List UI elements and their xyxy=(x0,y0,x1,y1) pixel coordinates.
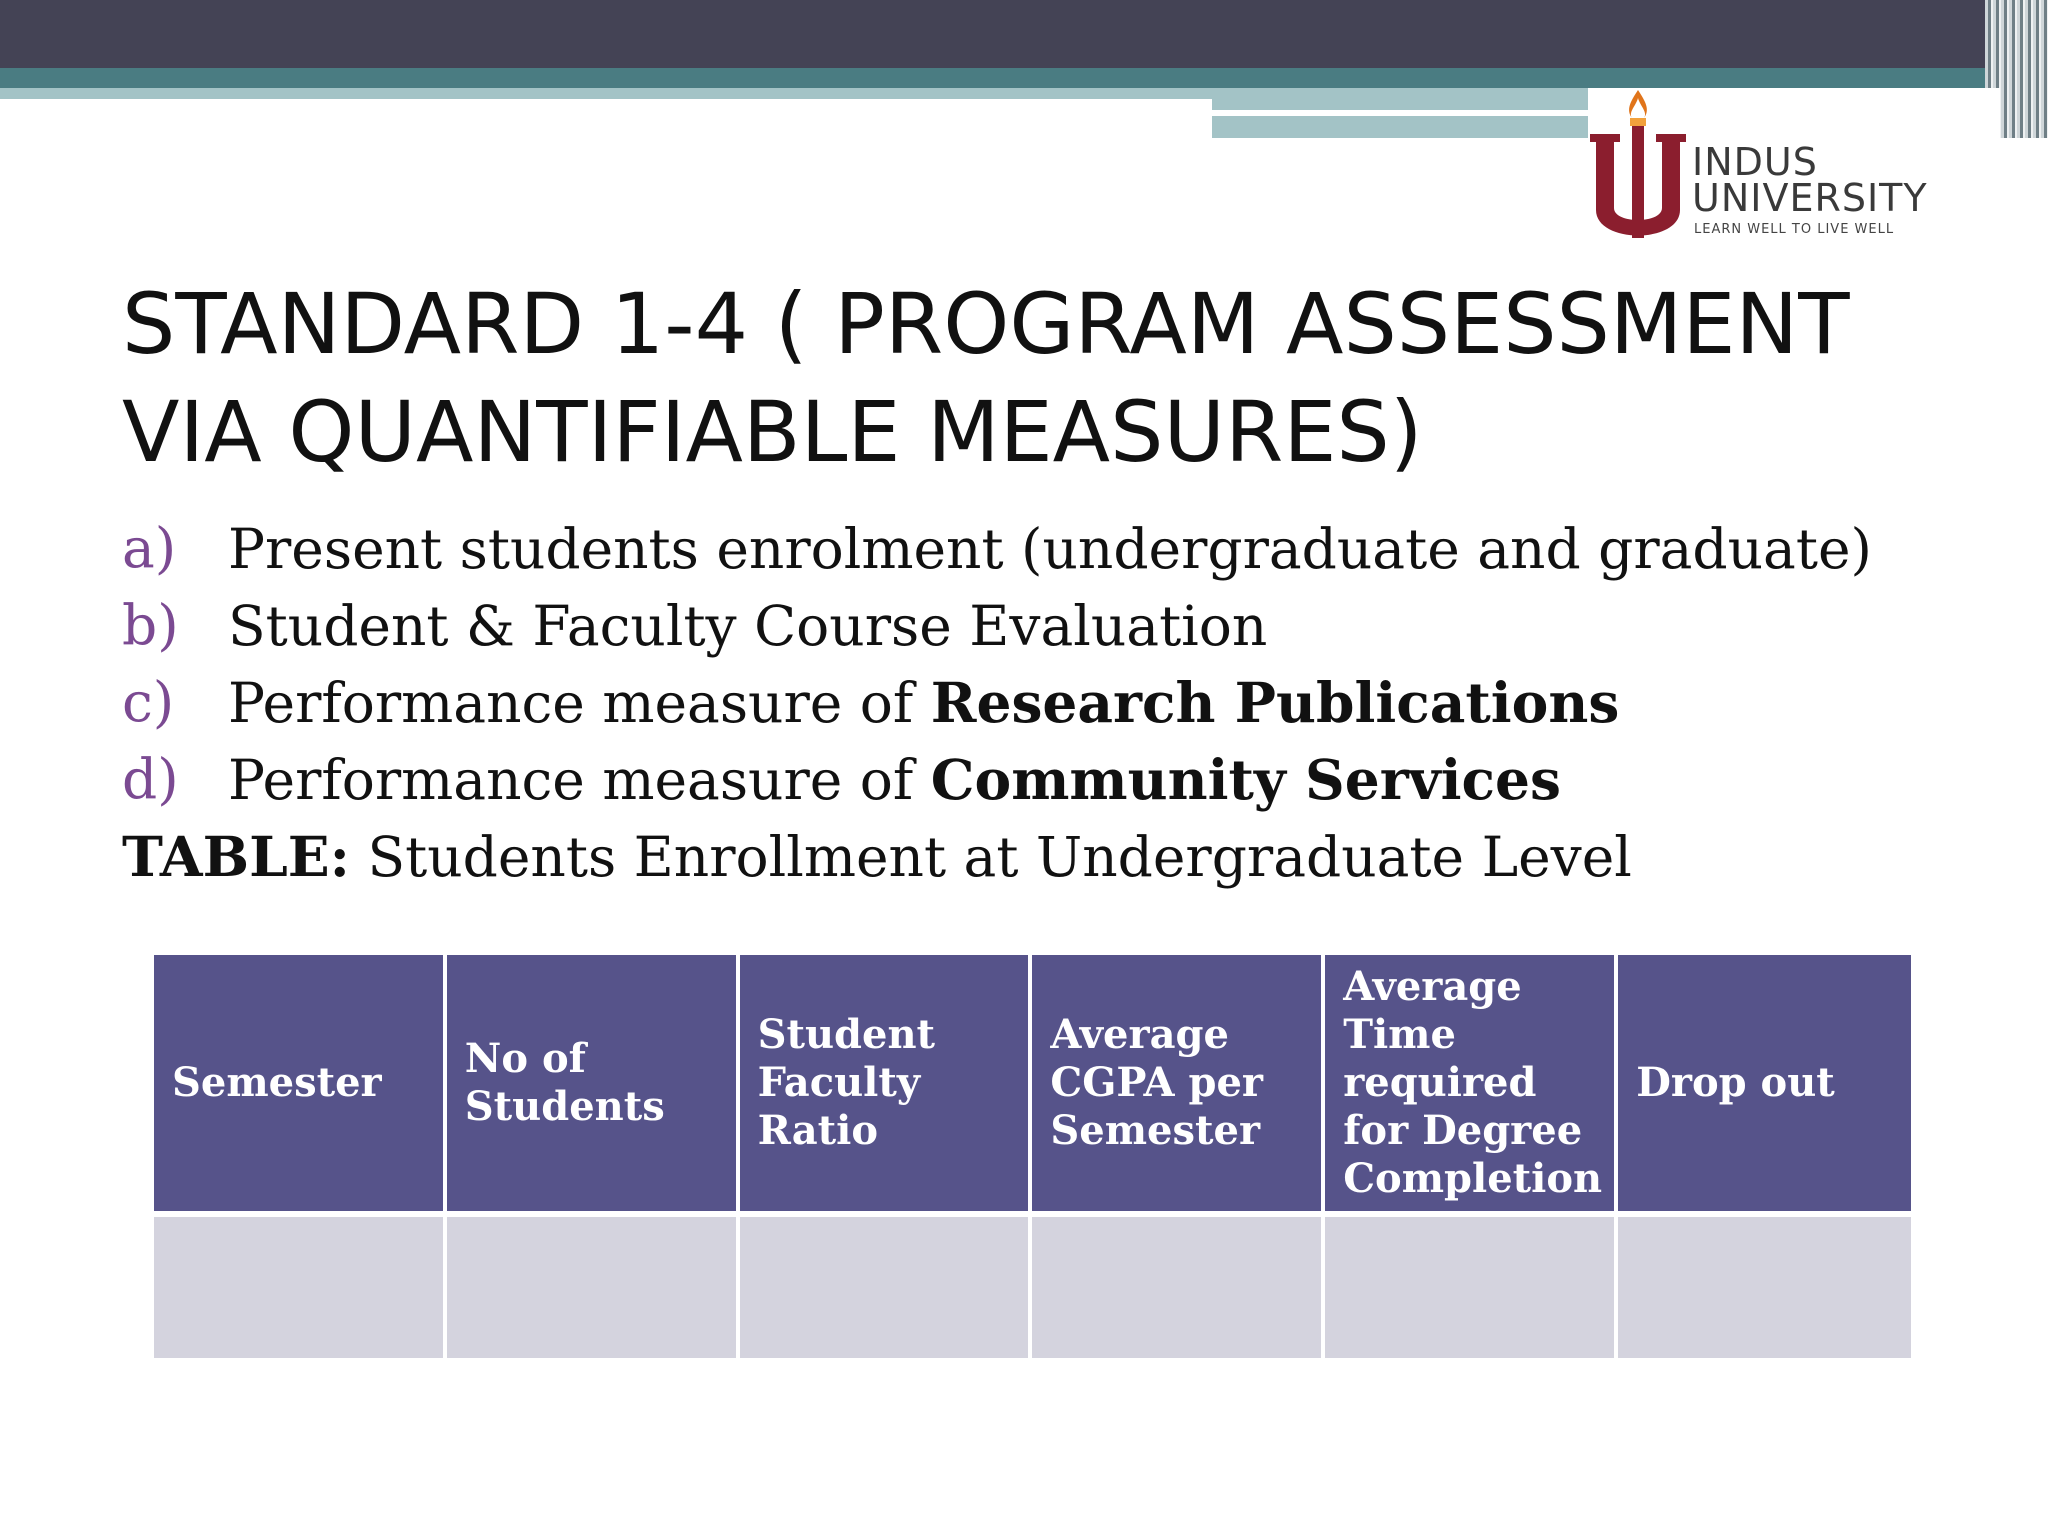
table-caption-text: Students Enrollment at Undergraduate Level xyxy=(349,825,1632,889)
list-item xyxy=(122,741,1942,818)
logo-tagline: LEARN WELL TO LIVE WELL xyxy=(1694,222,1895,237)
list-item-bold: Community Services xyxy=(930,747,1561,812)
list-marker: c) xyxy=(122,670,175,734)
table-cell xyxy=(154,1217,443,1358)
list-item-text: Student & Faculty Course Evaluation xyxy=(228,594,1268,658)
university-logo-icon xyxy=(1588,88,1688,248)
list-marker: b) xyxy=(122,593,179,657)
table-header-row xyxy=(154,955,1911,1211)
table-header-student-faculty-ratio: Student Faculty Ratio xyxy=(740,955,1029,1211)
table-header-no-of-students: No of Students xyxy=(447,955,736,1211)
logo-name-line1: INDUS xyxy=(1692,140,1818,184)
table-cell xyxy=(1325,1217,1614,1358)
list-marker: a) xyxy=(122,516,177,580)
table-caption-label: TABLE: xyxy=(122,824,350,889)
list-item-bold: Research Publications xyxy=(930,670,1620,735)
table-header-drop-out: Drop out xyxy=(1618,955,1911,1211)
university-logo xyxy=(1588,88,2000,248)
slide-title: STANDARD 1-4 ( PROGRAM ASSESSMENT VIA QUANTIFIABLE MEASURES) xyxy=(122,275,1850,481)
table-cell xyxy=(740,1217,1029,1358)
table-cell xyxy=(447,1217,736,1358)
table-row xyxy=(154,1217,1911,1358)
list-marker: d) xyxy=(122,747,179,811)
teal-band xyxy=(0,68,2048,88)
list-item xyxy=(122,664,1942,741)
table-cell xyxy=(1618,1217,1911,1358)
logo-name-line2: UNIVERSITY xyxy=(1692,176,1928,220)
enrollment-table xyxy=(154,955,1911,1358)
top-bar xyxy=(0,0,2048,68)
list-item xyxy=(122,510,1942,587)
table-header-semester: Semester xyxy=(154,955,443,1211)
bullet-list xyxy=(122,510,1942,895)
list-item-text: Performance measure of xyxy=(228,748,931,812)
list-item xyxy=(122,587,1942,664)
table-cell xyxy=(1032,1217,1321,1358)
table-header-average-time: Average Time required for Degree Completion xyxy=(1325,955,1614,1211)
light-band xyxy=(0,88,1212,99)
table-caption xyxy=(122,818,1942,895)
table-header-average-cgpa: Average CGPA per Semester xyxy=(1032,955,1321,1211)
list-item-text: Present students enrolment (undergraduate and graduate) xyxy=(228,517,1872,581)
list-item-text: Performance measure of xyxy=(228,671,931,735)
